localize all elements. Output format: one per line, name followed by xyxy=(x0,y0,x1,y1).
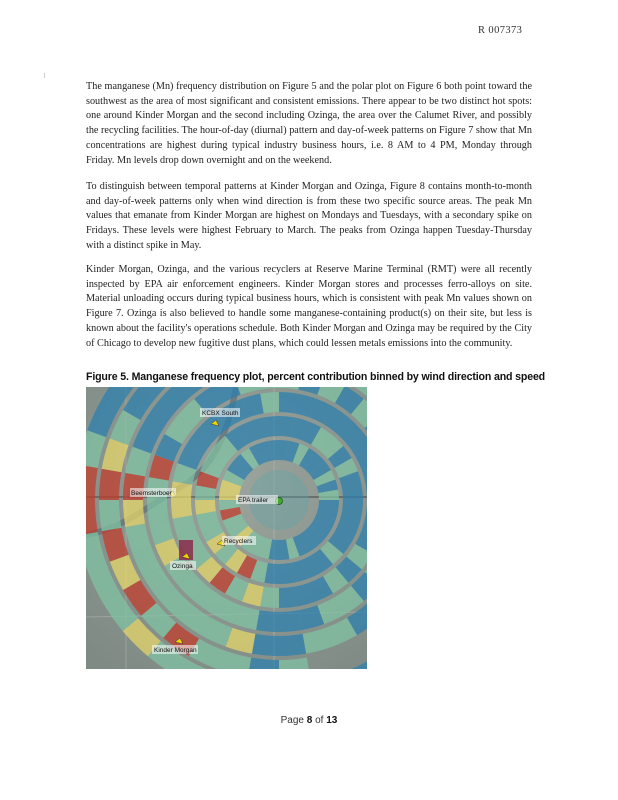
frequency-bin xyxy=(256,610,279,632)
epa-trailer-label: EPA trailer xyxy=(238,497,269,504)
recyclers-label: Recyclers xyxy=(224,538,253,545)
frequency-bin xyxy=(99,469,121,500)
site-epa-trailer xyxy=(236,495,283,505)
frequency-bin xyxy=(123,500,145,527)
frequency-bin xyxy=(252,634,279,656)
body-paragraph-2: To distinguish between temporal patterns at Kinder Morgan and Ozinga, Figure 8 contains month-to-month and day-of-week patterns only when wind direction is from these two specific source areas. The peak Mn values that emanate from Kinder Morgan are highest on Mondays and Tuesdays, with a secondary spike on Fridays. These levels were highest February to March. The peaks from Ozinga happen Tuesday-Thursday with a distinct spike in May. xyxy=(86,181,532,251)
frequency-bin xyxy=(279,634,306,656)
body-paragraph-3: Kinder Morgan, Ozinga, and the various recyclers at Reserve Marine Terminal (RMT) were all recently inspected by EPA air enforcement engineers. Kinder Morgan stores and processes ferro-alloys on site. Material unloading occurs during typical business hours, which is consistent with peak Mn values shown on Figure 7. Ozinga is also believed to handle some manganese-containing product(s) on their site, but less is known about the facility's operations schedule. Both Kinder Morgan and Ozinga may be required by the City of Chicago to develop new fugitive dust plans, which could lessen metals emissions into the community. xyxy=(86,264,532,349)
kcbx-south-label: KCBX South xyxy=(202,410,239,417)
frequency-bin xyxy=(99,500,121,531)
scan-mark xyxy=(44,73,45,78)
frequency-bin xyxy=(147,500,169,523)
ozinga-label: Ozinga xyxy=(172,563,193,570)
bates-number: R 007373 xyxy=(478,25,523,36)
page-number: 8 xyxy=(306,715,313,726)
beemsterboer-label: Beemsterboer xyxy=(131,490,172,497)
map-figure xyxy=(86,387,367,669)
page-of: of xyxy=(315,715,324,726)
page-footer xyxy=(0,715,618,726)
figure-caption: Figure 5. Manganese frequency plot, percent contribution binned by wind direction and speed xyxy=(86,371,546,383)
body-paragraph-1: The manganese (Mn) frequency distribution on Figure 5 and the polar plot on Figure 6 both point toward the southwest as the area of most significant and consistent emissions. There appear to be two distinct hot spots: one around Kinder Morgan and the second including Ozinga, the area over the Calumet River, and possibly the recycling facilities. The hour-of-day (diurnal) pattern and day-of-week patterns on Figure 7 show that Mn concentrations are highest during typical industry business hours, i.e. 8 AM to 4 PM, Monday through Friday. Mn levels drop down overnight and on the weekend. xyxy=(86,81,532,166)
page-total: 13 xyxy=(326,715,338,726)
manganese-frequency-map xyxy=(86,387,367,669)
page-prefix: Page xyxy=(280,715,304,726)
frequency-bin xyxy=(279,610,302,632)
site-beemsterboer xyxy=(130,488,176,497)
site-recyclers xyxy=(217,536,256,546)
kinder-morgan-label: Kinder Morgan xyxy=(154,647,197,654)
